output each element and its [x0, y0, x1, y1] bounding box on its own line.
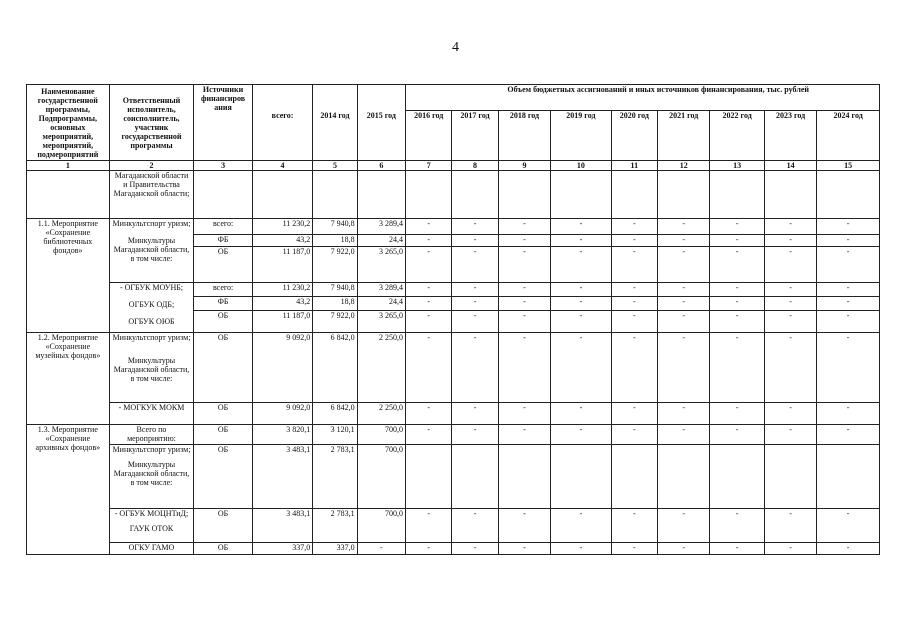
dash-cell: - — [658, 425, 710, 445]
executor-line: - ОГБУК МОЦНТиД; — [114, 509, 189, 518]
cell — [817, 445, 880, 509]
dash-cell: - — [817, 311, 880, 333]
executor-cell — [109, 509, 194, 543]
dash-cell: - — [551, 219, 611, 235]
dash-cell: - — [817, 509, 880, 543]
cell — [710, 171, 764, 219]
source-cell: ОБ — [194, 247, 252, 283]
dash-cell: - — [710, 333, 764, 403]
dash-cell: - — [611, 283, 657, 297]
source-cell: ОБ — [194, 543, 252, 555]
executor-cell — [109, 445, 194, 509]
dash-cell: - — [452, 333, 498, 403]
dash-cell: - — [406, 297, 452, 311]
executor-line: ОГБУК ОЮБ — [128, 317, 175, 326]
total-cell: 337,0 — [252, 543, 312, 555]
dash-cell: - — [764, 297, 816, 311]
executor-line: ГАУК ОТОК — [129, 524, 174, 533]
dash-cell: - — [710, 247, 764, 283]
dash-cell: - — [611, 333, 657, 403]
dash-cell: - — [817, 247, 880, 283]
cell — [406, 445, 452, 509]
dash-cell: - — [611, 425, 657, 445]
dash-cell: - — [764, 219, 816, 235]
dash-cell: - — [611, 235, 657, 247]
executor-line: Минкультуры Магаданской области, в том числе: — [113, 356, 190, 383]
dash-cell: - — [406, 235, 452, 247]
measure-name: 1.2. Мероприятие «Сохранение музейных фондов» — [27, 333, 110, 425]
executor-line: ОГБУК ОДБ; — [128, 300, 175, 309]
header-year: 2023 год — [764, 111, 816, 161]
dash-cell: - — [611, 509, 657, 543]
cell — [551, 171, 611, 219]
name-cell — [27, 171, 110, 219]
y2014-cell: 6 842,0 — [313, 333, 357, 403]
dash-cell: - — [498, 311, 550, 333]
y2015-cell: 700,0 — [357, 445, 405, 509]
dash-cell: - — [452, 283, 498, 297]
dash-cell: - — [817, 403, 880, 425]
y2015-cell: 24,4 — [357, 297, 405, 311]
total-cell: 3 483,1 — [252, 445, 312, 509]
executor-cell — [109, 283, 194, 333]
executor-line: Минкультуры Магаданской области, в том числе: — [113, 460, 190, 487]
continuation-row — [27, 171, 880, 219]
table-row — [27, 283, 880, 297]
dash-cell: - — [764, 333, 816, 403]
y2014-cell: 7 940,8 — [313, 283, 357, 297]
dash-cell: - — [658, 311, 710, 333]
dash-cell: - — [658, 543, 710, 555]
cell — [498, 445, 550, 509]
y2015-cell: 3 265,0 — [357, 311, 405, 333]
y2015-cell: 700,0 — [357, 425, 405, 445]
header-blank-3 — [357, 85, 405, 111]
dash-cell: - — [817, 333, 880, 403]
dash-cell: - — [498, 403, 550, 425]
executor-cell: - МОГКУК МОКМ — [109, 403, 194, 425]
y2014-cell: 2 783,1 — [313, 445, 357, 509]
dash-cell: - — [551, 403, 611, 425]
col-number: 11 — [611, 161, 657, 171]
cell — [452, 445, 498, 509]
cell — [452, 171, 498, 219]
source-cell: ОБ — [194, 509, 252, 543]
dash-cell: - — [817, 425, 880, 445]
dash-cell: - — [406, 311, 452, 333]
dash-cell: - — [710, 509, 764, 543]
dash-cell: - — [498, 297, 550, 311]
col-number: 6 — [357, 161, 405, 171]
source-cell: ФБ — [194, 297, 252, 311]
dash-cell: - — [452, 425, 498, 445]
dash-cell: - — [452, 219, 498, 235]
cell — [357, 171, 405, 219]
dash-cell: - — [498, 509, 550, 543]
cell — [710, 445, 764, 509]
executor-line: - ОГБУК МОУНБ; — [119, 283, 184, 292]
dash-cell: - — [551, 283, 611, 297]
y2014-cell: 18,8 — [313, 297, 357, 311]
source-cell: всего: — [194, 283, 252, 297]
col-number: 4 — [252, 161, 312, 171]
cell — [658, 171, 710, 219]
dash-cell: - — [406, 403, 452, 425]
dash-cell: - — [551, 235, 611, 247]
source-cell: ОБ — [194, 425, 252, 445]
header-year: 2016 год — [406, 111, 452, 161]
dash-cell: - — [498, 235, 550, 247]
dash-cell: - — [710, 403, 764, 425]
executor-line: Минкультспорт уризм; — [112, 219, 191, 228]
dash-cell: - — [452, 247, 498, 283]
executor-cell: ОГКУ ГАМО — [109, 543, 194, 555]
y2015-cell: 3 289,4 — [357, 283, 405, 297]
header-year: 2015 год — [357, 111, 405, 161]
table-row — [27, 509, 880, 543]
dash-cell: - — [551, 509, 611, 543]
executor-cell — [109, 219, 194, 283]
y2015-cell: 3 289,4 — [357, 219, 405, 235]
header-total: всего: — [252, 111, 312, 161]
dash-cell: - — [764, 247, 816, 283]
header-year: 2022 год — [710, 111, 764, 161]
col-number: 8 — [452, 161, 498, 171]
col-number: 9 — [498, 161, 550, 171]
executor-cell: Магаданской области и Правительства Магаданской области; — [109, 171, 194, 219]
measure-name: 1.1. Мероприятие «Сохранение библиотечных фондов» — [27, 219, 110, 333]
source-cell: всего: — [194, 219, 252, 235]
dash-cell: - — [658, 247, 710, 283]
dash-cell: - — [611, 543, 657, 555]
source-cell: ОБ — [194, 445, 252, 509]
y2015-cell: 2 250,0 — [357, 403, 405, 425]
dash-cell: - — [406, 509, 452, 543]
y2014-cell: 2 783,1 — [313, 509, 357, 543]
cell — [551, 445, 611, 509]
total-cell: 3 483,1 — [252, 509, 312, 543]
dash-cell: - — [406, 425, 452, 445]
dash-cell: - — [498, 247, 550, 283]
table-row — [27, 543, 880, 555]
source-cell: ОБ — [194, 311, 252, 333]
cell — [611, 445, 657, 509]
col-number: 14 — [764, 161, 816, 171]
header-sources: Источники финансиров ания — [194, 85, 252, 161]
dash-cell: - — [710, 219, 764, 235]
dash-cell: - — [710, 425, 764, 445]
header-year: 2024 год — [817, 111, 880, 161]
header-year: 2020 год — [611, 111, 657, 161]
table-row — [27, 445, 880, 509]
header-year: 2014 год — [313, 111, 357, 161]
cell — [764, 171, 816, 219]
header-name: Наименование государственной программы, Подпрограммы, основных мероприятий, мероприятий, подмероприятий — [27, 85, 110, 161]
cell — [252, 171, 312, 219]
y2015-cell: 24,4 — [357, 235, 405, 247]
dash-cell: - — [452, 235, 498, 247]
dash-cell: - — [498, 543, 550, 555]
dash-cell: - — [817, 297, 880, 311]
col-number: 1 — [27, 161, 110, 171]
source-cell: ОБ — [194, 403, 252, 425]
financing-table — [26, 84, 880, 555]
dash-cell: - — [498, 425, 550, 445]
column-number-row — [27, 161, 880, 171]
total-cell: 11 230,2 — [252, 283, 312, 297]
dash-cell: - — [817, 219, 880, 235]
header-year: 2018 год — [498, 111, 550, 161]
total-cell: 11 187,0 — [252, 311, 312, 333]
dash-cell: - — [710, 235, 764, 247]
total-cell: 9 092,0 — [252, 403, 312, 425]
y2015-cell: - — [357, 543, 405, 555]
dash-cell: - — [764, 311, 816, 333]
cell — [313, 171, 357, 219]
executor-cell: Всего по мероприятию: — [109, 425, 194, 445]
dash-cell: - — [611, 297, 657, 311]
source-cell: ОБ — [194, 333, 252, 403]
header-blank-1 — [252, 85, 312, 111]
header-volume: Объем бюджетных ассигнований и иных источников финансирования, тыс. рублей — [406, 85, 880, 111]
header-executor: Ответственный исполнитель, соисполнитель, участник государственной программы — [109, 85, 194, 161]
measure-name: 1.3. Мероприятие «Сохранение архивных фондов» — [27, 425, 110, 555]
dash-cell: - — [406, 247, 452, 283]
header-year: 2021 год — [658, 111, 710, 161]
cell — [817, 171, 880, 219]
executor-cell — [109, 333, 194, 403]
col-number: 10 — [551, 161, 611, 171]
page-number: 4 — [452, 40, 459, 55]
cell — [611, 171, 657, 219]
total-cell: 11 230,2 — [252, 219, 312, 235]
dash-cell: - — [658, 297, 710, 311]
cell — [406, 171, 452, 219]
dash-cell: - — [406, 333, 452, 403]
y2015-cell: 700,0 — [357, 509, 405, 543]
dash-cell: - — [764, 509, 816, 543]
dash-cell: - — [551, 311, 611, 333]
y2014-cell: 337,0 — [313, 543, 357, 555]
col-number: 7 — [406, 161, 452, 171]
y2014-cell: 7 922,0 — [313, 311, 357, 333]
dash-cell: - — [710, 283, 764, 297]
dash-cell: - — [658, 509, 710, 543]
y2015-cell: 2 250,0 — [357, 333, 405, 403]
cell — [498, 171, 550, 219]
dash-cell: - — [611, 403, 657, 425]
dash-cell: - — [710, 311, 764, 333]
dash-cell: - — [406, 283, 452, 297]
dash-cell: - — [710, 543, 764, 555]
dash-cell: - — [611, 219, 657, 235]
dash-cell: - — [452, 297, 498, 311]
col-number: 15 — [817, 161, 880, 171]
dash-cell: - — [710, 297, 764, 311]
cell — [658, 445, 710, 509]
col-number: 13 — [710, 161, 764, 171]
dash-cell: - — [611, 311, 657, 333]
table-row — [27, 403, 880, 425]
header-blank-2 — [313, 85, 357, 111]
y2014-cell: 7 922,0 — [313, 247, 357, 283]
dash-cell: - — [452, 311, 498, 333]
dash-cell: - — [551, 543, 611, 555]
dash-cell: - — [764, 543, 816, 555]
table-row — [27, 219, 880, 235]
total-cell: 43,2 — [252, 235, 312, 247]
source-cell: ФБ — [194, 235, 252, 247]
executor-line: Минкультспорт уризм; — [112, 333, 191, 342]
dash-cell: - — [817, 235, 880, 247]
dash-cell: - — [498, 283, 550, 297]
total-cell: 11 187,0 — [252, 247, 312, 283]
table-row — [27, 425, 880, 445]
table-row — [27, 333, 880, 403]
dash-cell: - — [658, 235, 710, 247]
col-number: 3 — [194, 161, 252, 171]
col-number: 2 — [109, 161, 194, 171]
dash-cell: - — [658, 333, 710, 403]
header-year: 2017 год — [452, 111, 498, 161]
dash-cell: - — [764, 425, 816, 445]
dash-cell: - — [764, 235, 816, 247]
dash-cell: - — [406, 219, 452, 235]
dash-cell: - — [817, 283, 880, 297]
dash-cell: - — [764, 283, 816, 297]
dash-cell: - — [817, 543, 880, 555]
y2014-cell: 3 120,1 — [313, 425, 357, 445]
header-year: 2019 год — [551, 111, 611, 161]
dash-cell: - — [764, 403, 816, 425]
dash-cell: - — [551, 297, 611, 311]
dash-cell: - — [551, 247, 611, 283]
col-number: 12 — [658, 161, 710, 171]
dash-cell: - — [452, 509, 498, 543]
y2015-cell: 3 265,0 — [357, 247, 405, 283]
y2014-cell: 18,8 — [313, 235, 357, 247]
cell — [194, 171, 252, 219]
total-cell: 9 092,0 — [252, 333, 312, 403]
header-row-1 — [27, 85, 880, 111]
dash-cell: - — [498, 333, 550, 403]
dash-cell: - — [498, 219, 550, 235]
dash-cell: - — [658, 219, 710, 235]
dash-cell: - — [658, 403, 710, 425]
dash-cell: - — [452, 403, 498, 425]
dash-cell: - — [406, 543, 452, 555]
total-cell: 43,2 — [252, 297, 312, 311]
dash-cell: - — [551, 333, 611, 403]
executor-line: Минкультспорт уризм; — [112, 445, 191, 454]
executor-line: Минкультуры Магаданской области, в том числе: — [113, 236, 190, 263]
total-cell: 3 820,1 — [252, 425, 312, 445]
dash-cell: - — [551, 425, 611, 445]
dash-cell: - — [452, 543, 498, 555]
dash-cell: - — [658, 283, 710, 297]
cell — [764, 445, 816, 509]
y2014-cell: 6 842,0 — [313, 403, 357, 425]
col-number: 5 — [313, 161, 357, 171]
y2014-cell: 7 940,8 — [313, 219, 357, 235]
dash-cell: - — [611, 247, 657, 283]
